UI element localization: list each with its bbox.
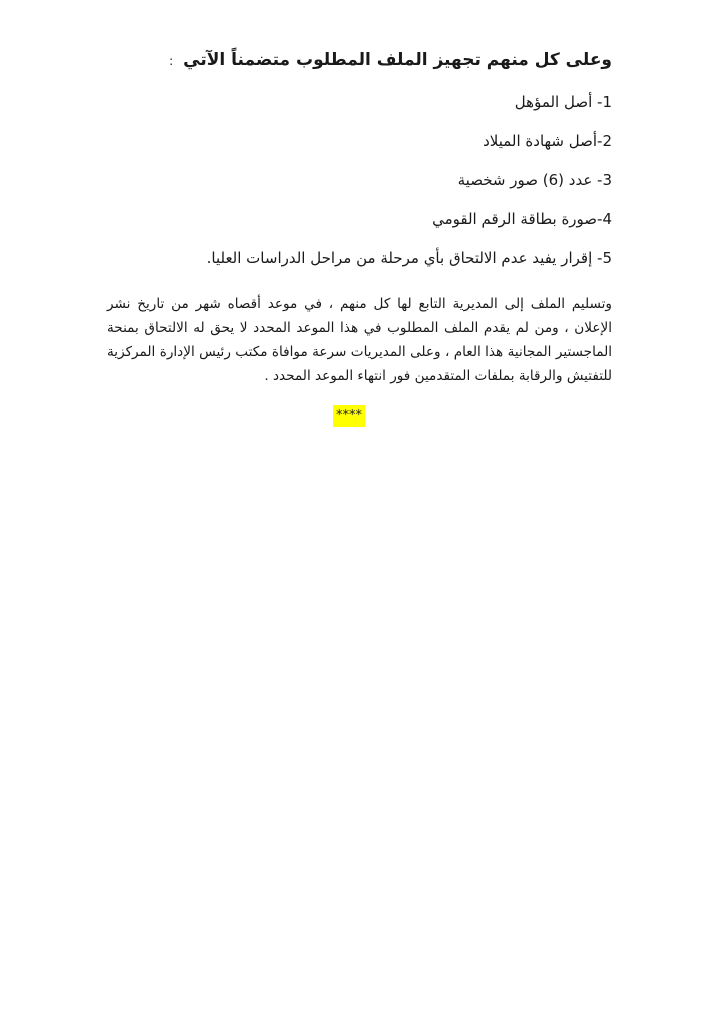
requirement-item-5: 5- إقرار يفيد عدم الالتحاق بأي مرحلة من مراحل الدراسات العليا. bbox=[206, 249, 612, 267]
document-heading bbox=[169, 50, 612, 70]
heading-text: وعلى كل منهم تجهيز الملف المطلوب متضمناً الآتي bbox=[183, 50, 612, 70]
highlighted-separator: **** bbox=[333, 405, 365, 427]
requirement-item-4: 4-صورة بطاقة الرقم القومي bbox=[432, 210, 612, 228]
heading-colon: : bbox=[169, 54, 174, 68]
submission-paragraph: وتسليم الملف إلى المديرية التابع لها كل منهم ، في موعد أقصاه شهر من تاريخ نشر الإعلان ، ومن لم يقدم الملف المطلوب في هذا الموعد المحدد لا يحق له الالتحاق بمنحة الماجستير المجانية هذا العام ، وعلى المديريات سرعة موافاة مكتب رئيس الإدارة المركزية للتفتيش والرقابة بملفات المتقدمين فور انتهاء الموعد المحدد . bbox=[107, 296, 612, 384]
requirements-list bbox=[192, 92, 612, 287]
requirement-item-1: 1- أصل المؤهل bbox=[514, 93, 612, 111]
requirement-item-3: 3- عدد (6) صور شخصية bbox=[457, 171, 612, 189]
requirement-item-2: 2-أصل شهادة الميلاد bbox=[483, 132, 612, 150]
